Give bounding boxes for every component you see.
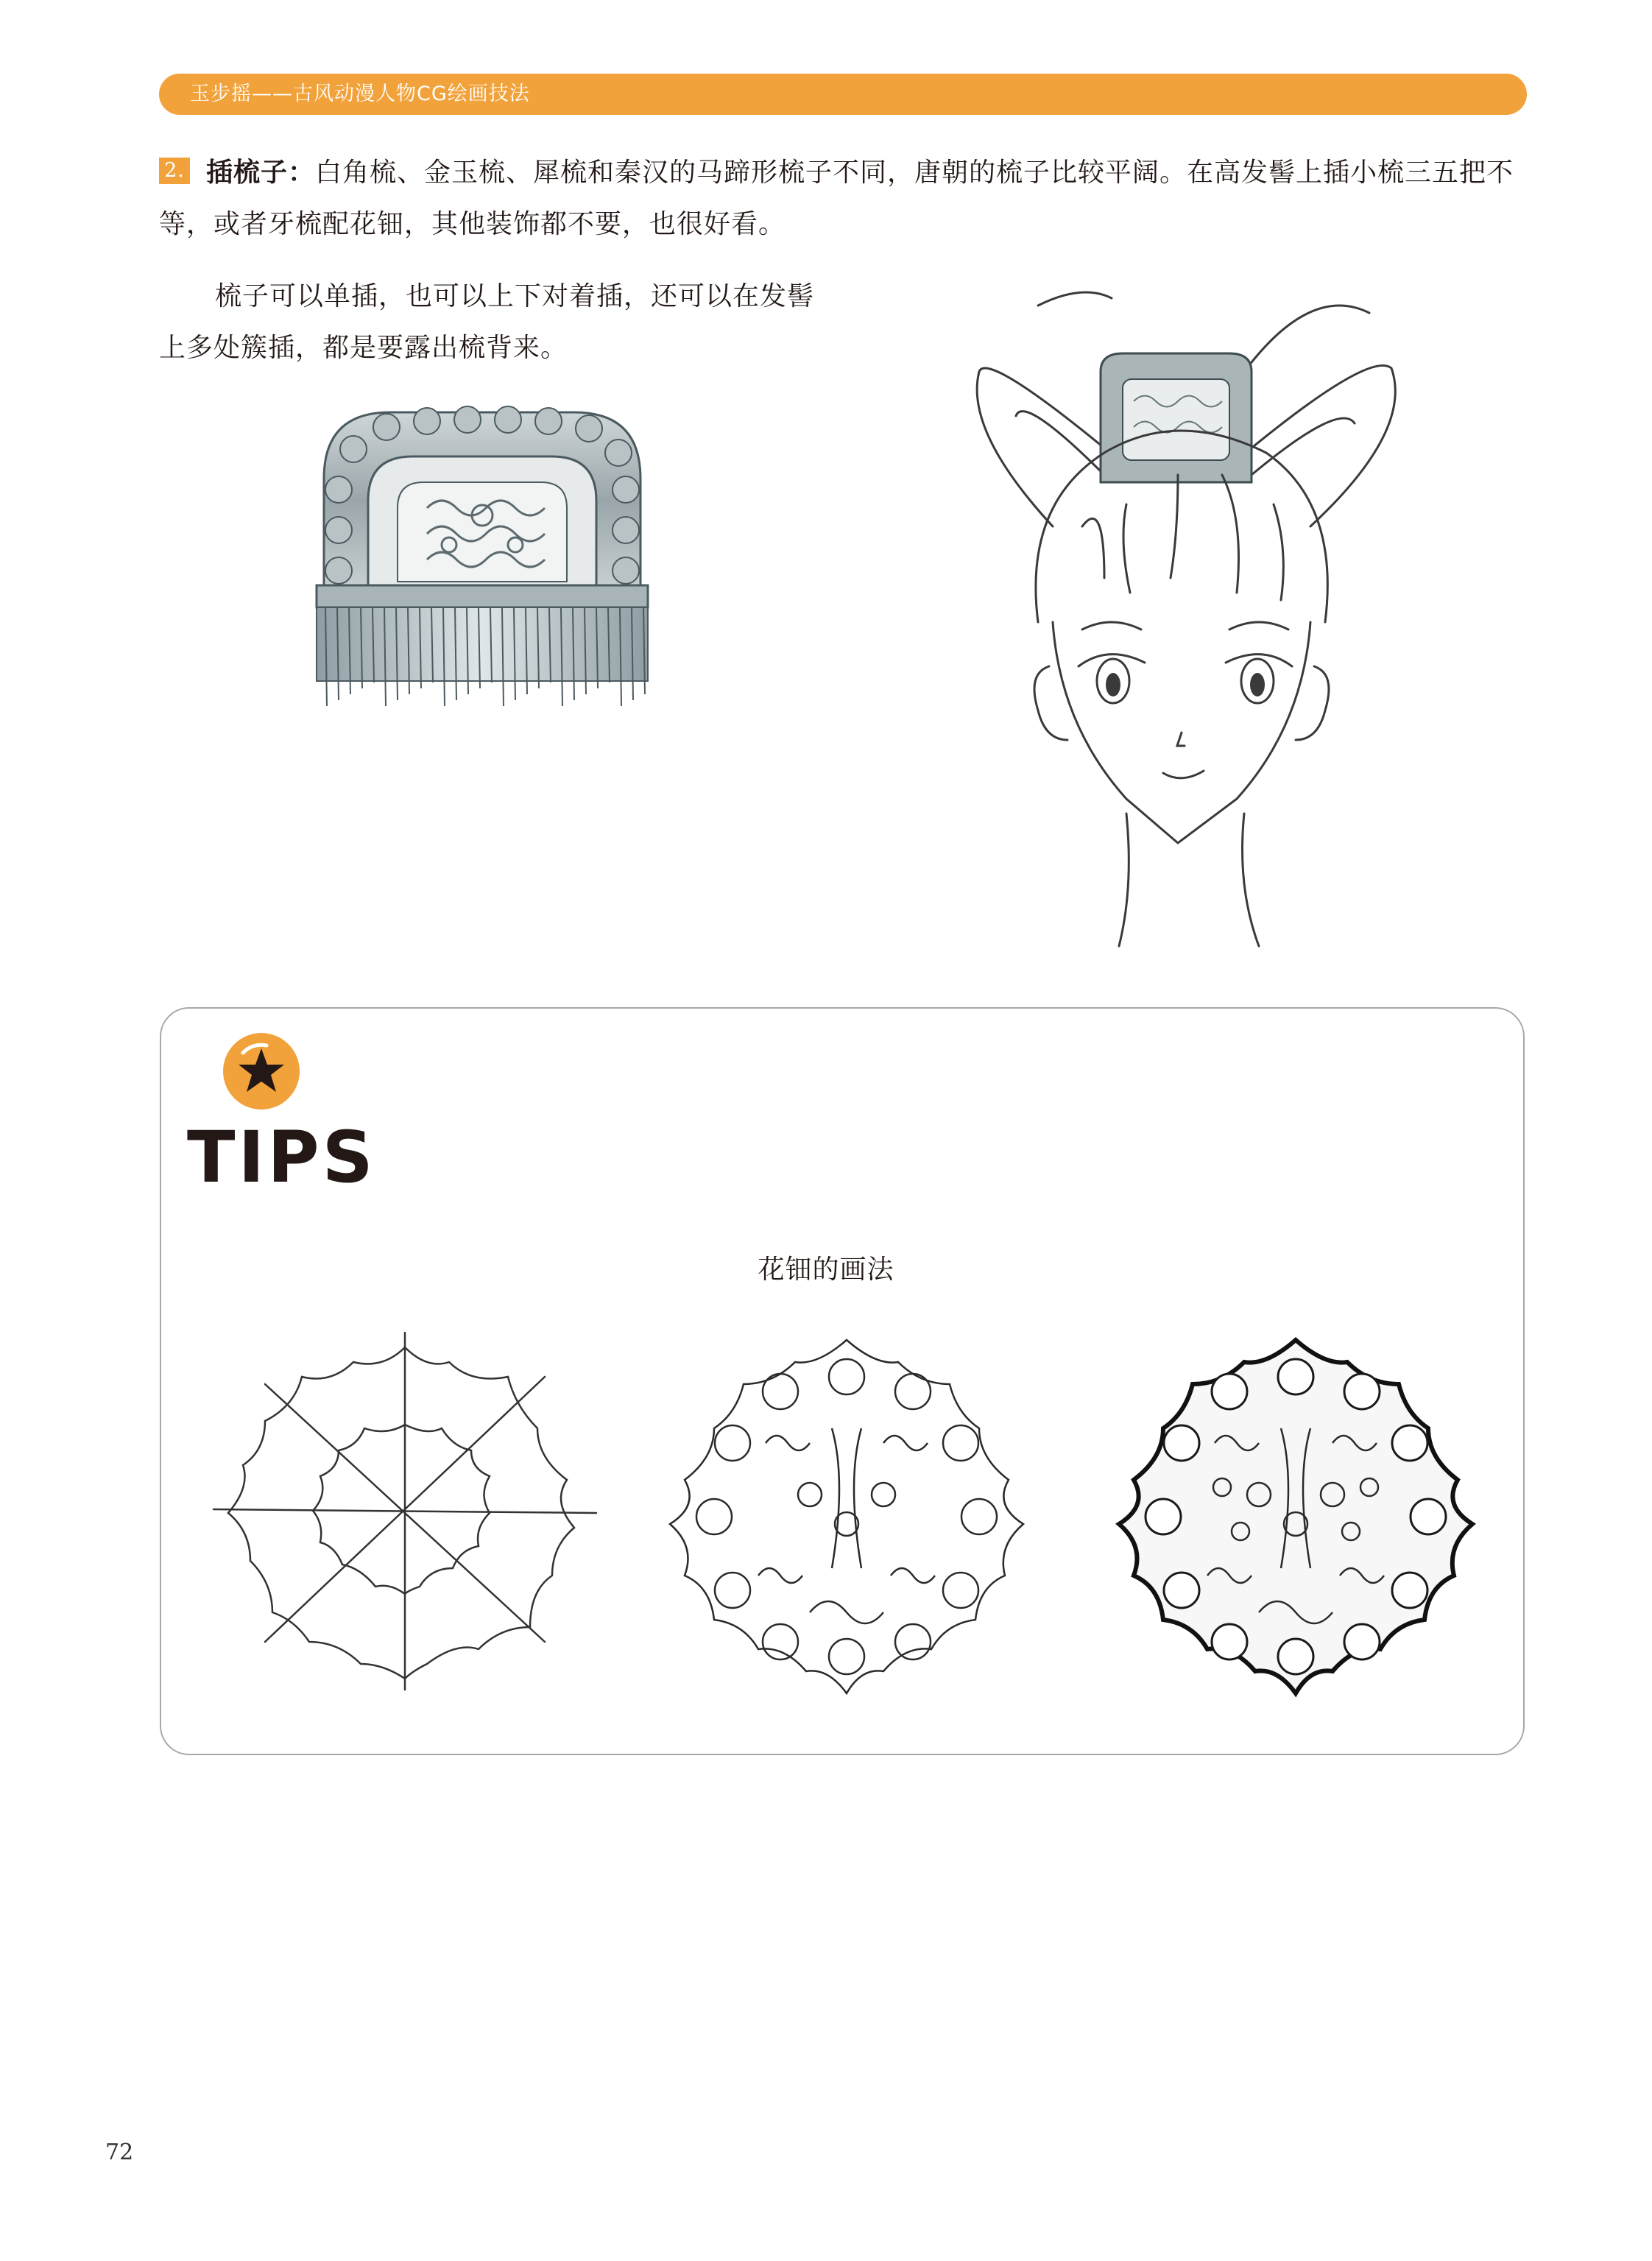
section-text: 白角梳、金玉梳、犀梳和秦汉的马蹄形梳子不同，唐朝的梳子比较平阔。在高发髻上插小梳三五把不等，或者牙梳配花钿，其他装饰都不要，也很好看。: [159, 158, 1514, 239]
section-number-badge: 2.: [159, 158, 190, 184]
girl-hairstyle-illustration: [957, 283, 1428, 961]
page-number: 72: [105, 2140, 134, 2165]
section-paragraph: [159, 147, 1528, 250]
star-icon: [221, 1031, 302, 1112]
book-title: 玉步摇——古风动漫人物CG绘画技法: [190, 82, 530, 105]
tips-label: TIPS: [187, 1116, 376, 1199]
header-bar: [159, 74, 1527, 115]
section-keyword: 插梳子：: [206, 158, 316, 188]
huadian-step3-final: [1112, 1333, 1480, 1701]
tips-subtitle: 花钿的画法: [758, 1255, 894, 1285]
comb-placement-paragraph: 梳子可以单插，也可以上下对着插，还可以在发髻上多处簇插，都是要露出梳背来。: [159, 281, 815, 363]
comb-illustration: [309, 398, 655, 722]
huadian-step2-lineart: [663, 1333, 1031, 1701]
comb-on-head: [1101, 353, 1252, 482]
huadian-step1-sketch: [206, 1318, 604, 1701]
